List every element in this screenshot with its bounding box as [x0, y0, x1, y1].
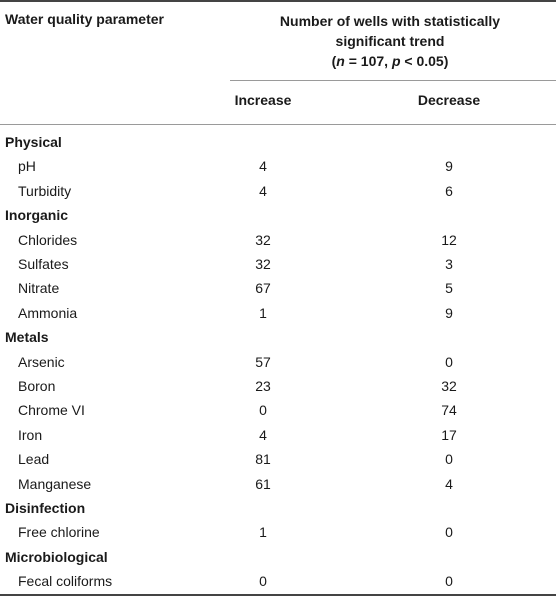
table-row — [0, 569, 556, 593]
table-bottom-rule — [0, 594, 556, 596]
category-row — [0, 203, 556, 227]
table-row — [0, 398, 556, 422]
increase-value: 23 — [255, 378, 271, 394]
increase-value: 57 — [255, 353, 271, 370]
parameter-name: Chlorides — [18, 231, 78, 248]
parameter-name: Sulfates — [18, 256, 69, 272]
header-span-line2: significant trend — [335, 33, 445, 49]
header-parameter: Water quality parameter — [5, 11, 164, 27]
decrease-value: 0 — [445, 573, 453, 590]
parameter-name: Fecal coliforms — [18, 573, 113, 590]
decrease-value: 0 — [445, 524, 453, 541]
category-label: Metals — [5, 329, 49, 346]
table-top-rule — [0, 0, 556, 2]
parameter-name: Manganese — [18, 475, 92, 492]
increase-value: 81 — [255, 451, 271, 468]
table-row — [0, 252, 556, 276]
header-decrease: Decrease — [417, 92, 481, 108]
table-row — [0, 179, 556, 203]
category-row — [0, 325, 556, 349]
decrease-value: 3 — [445, 256, 453, 272]
increase-value: 4 — [259, 158, 267, 175]
table-row — [0, 350, 556, 374]
table-row — [0, 472, 556, 496]
decrease-value: 32 — [441, 378, 457, 394]
decrease-value: 17 — [441, 426, 457, 443]
category-label: Microbiological — [5, 548, 108, 565]
increase-value: 4 — [259, 426, 267, 443]
category-row — [0, 130, 556, 154]
decrease-value: 4 — [445, 475, 453, 492]
parameter-name: Ammonia — [18, 304, 78, 321]
category-label: Disinfection — [5, 500, 86, 516]
header-increase: Increase — [234, 92, 292, 108]
decrease-value: 12 — [441, 231, 457, 248]
decrease-value: 0 — [445, 451, 453, 468]
decrease-value: 9 — [445, 158, 453, 175]
increase-value: 1 — [259, 304, 267, 321]
increase-value: 67 — [255, 280, 271, 297]
category-row — [0, 545, 556, 569]
parameter-name: Iron — [18, 426, 43, 443]
table-row — [0, 228, 556, 252]
parameter-name: Arsenic — [18, 353, 65, 370]
decrease-value: 74 — [441, 402, 457, 419]
parameter-name: Nitrate — [18, 280, 60, 297]
increase-value: 32 — [255, 231, 271, 248]
parameter-name: Chrome VI — [18, 402, 85, 419]
decrease-value: 9 — [445, 304, 453, 321]
increase-value: 61 — [255, 475, 271, 492]
increase-value: 1 — [259, 524, 267, 541]
category-row — [0, 496, 556, 520]
increase-value: 0 — [259, 402, 267, 419]
header-trend-span — [230, 11, 550, 71]
table-row — [0, 276, 556, 300]
parameter-name: pH — [18, 158, 36, 175]
table-row — [0, 301, 556, 325]
parameter-name: Boron — [18, 378, 56, 394]
table-row — [0, 154, 556, 178]
increase-value: 0 — [259, 573, 267, 590]
increase-value: 32 — [255, 256, 271, 272]
category-label: Physical — [5, 134, 62, 150]
category-label: Inorganic — [5, 207, 69, 224]
parameter-name: Free chlorine — [18, 524, 100, 541]
header-span-rule — [230, 80, 556, 81]
header-span-line1: Number of wells with statistically — [279, 13, 501, 29]
increase-value: 4 — [259, 182, 267, 199]
parameter-name: Turbidity — [18, 182, 72, 199]
table-row — [0, 520, 556, 544]
parameter-name: Lead — [18, 451, 50, 468]
header-span-line3: (n = 107, p < 0.05) — [331, 53, 449, 69]
decrease-value: 6 — [445, 182, 453, 199]
table-row — [0, 374, 556, 398]
table-row — [0, 447, 556, 471]
header-bottom-rule — [0, 124, 556, 125]
decrease-value: 5 — [445, 280, 453, 297]
decrease-value: 0 — [445, 353, 453, 370]
table-row — [0, 423, 556, 447]
